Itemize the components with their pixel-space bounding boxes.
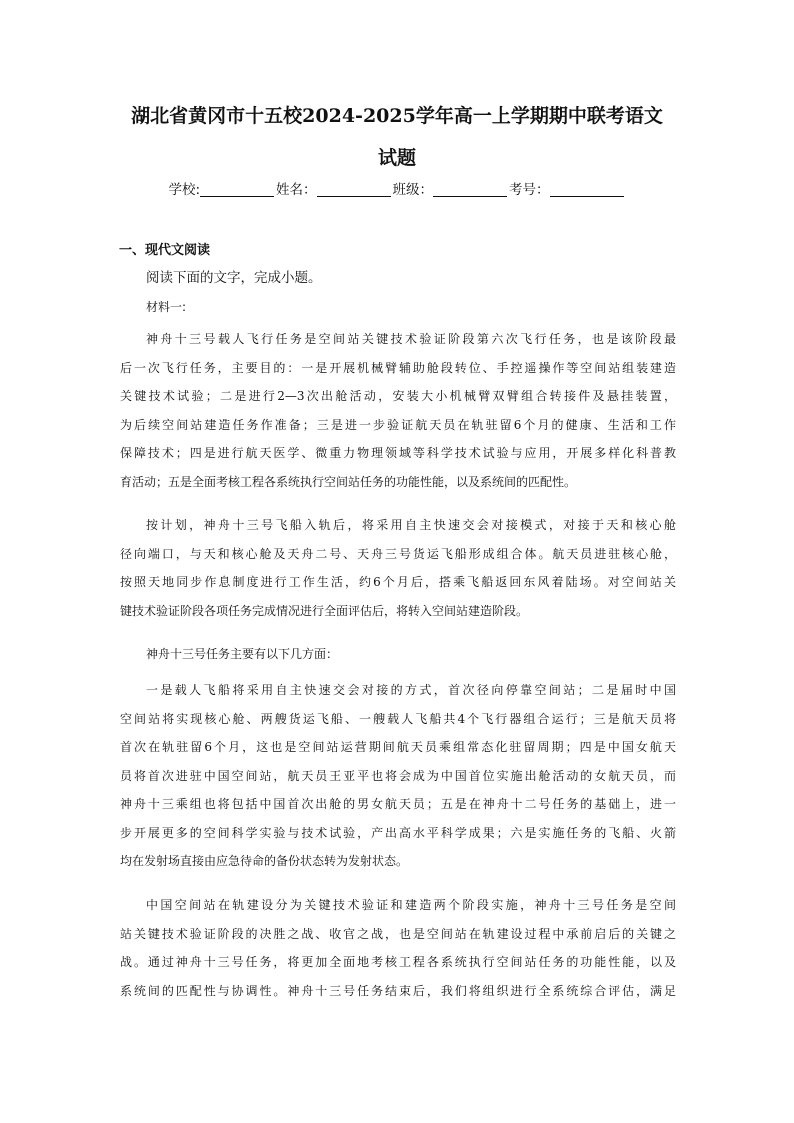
paragraph-line: 员将首次进驻中国空间站，航天员王亚平也将会成为中国首位实施出舱活动的女航天员，而 xyxy=(120,768,676,783)
paragraph-line: 系统间的匹配性与协调性。神舟十三号任务结束后，我们将组织进行全系统综合评估，满足 xyxy=(120,983,676,998)
exam-number-label: 考号： xyxy=(509,182,550,198)
paragraph-line: 神舟十三号载人飞行任务是空间站关键技术验证阶段第六次飞行任务，也是该阶段最 xyxy=(146,332,676,346)
paragraph-line: 步开展更多的空间科学实验与技术试验，产出高水平科学成果；六是实施任务的飞船、火箭 xyxy=(120,825,676,840)
paragraph-line: 均在发射场直接由应急待命的备份状态转为发射状态。 xyxy=(120,854,409,868)
paragraph-1 xyxy=(120,325,676,496)
paragraph-2 xyxy=(120,511,676,625)
class-label: 班级： xyxy=(392,182,434,198)
exam-number-blank xyxy=(550,182,624,197)
school-label: 学校: xyxy=(168,182,201,198)
document-title-line-2: 试题 xyxy=(377,147,416,169)
paragraph-3 xyxy=(120,640,676,669)
school-blank xyxy=(200,182,274,197)
paragraph-line: 径向端口，与天和核心舱及天舟二号、天舟三号货运飞船形成组合体。航天员进驻核心舱， xyxy=(120,546,676,561)
reading-instruction: 阅读下面的文字，完成小题。 xyxy=(146,270,322,286)
class-blank xyxy=(433,182,507,197)
paragraph-line: 关键技术试验；二是进行2—3次出舱活动，安装大小机械臂双臂组合转接件及悬挂装置， xyxy=(120,389,676,403)
paragraph-line: 空间站将实现核心舱、两艘货运飞船、一艘载人飞船共4个飞行器组合运行；三是航天员将 xyxy=(120,711,676,726)
paragraph-line: 站关键技术验证阶段的决胜之战、收官之战，也是空间站在轨建设过程中承前启后的关键之 xyxy=(120,926,676,941)
paragraph-line: 育活动；五是全面考核工程各系统执行空间站任务的功能性能，以及系统间的匹配性。 xyxy=(120,474,577,489)
paragraph-5 xyxy=(120,891,676,1005)
name-label: 姓名： xyxy=(276,182,317,198)
paragraph-line: 神舟十三号任务主要有以下几方面： xyxy=(146,647,339,661)
paragraph-line: 键技术验证阶段各项任务完成情况进行全面评估后，将转入空间站建造阶段。 xyxy=(120,603,529,618)
material-label: 材料一: xyxy=(146,300,187,314)
paragraph-line: 按照天地同步作息制度进行工作生活，约6个月后，搭乘飞船返回东风着陆场。对空间站关 xyxy=(120,575,676,589)
paragraph-4 xyxy=(120,676,676,876)
paragraph-line: 一是载人飞船将采用自主快速交会对接的方式，首次径向停靠空间站；二是届时中国 xyxy=(146,683,676,697)
paragraph-line: 为后续空间站建造任务作准备；三是进一步验证航天员在轨驻留6个月的健康、生活和工作 xyxy=(120,417,676,432)
section-heading: 一、现代文阅读 xyxy=(119,243,211,258)
paragraph-line: 保障技术；四是进行航天医学、微重力物理领域等科学技术试验与应用，开展多样化科普教 xyxy=(120,446,676,460)
paragraph-line: 按计划，神舟十三号飞船入轨后，将采用自主快速交会对接模式，对接于天和核心舱 xyxy=(146,518,676,532)
name-blank xyxy=(317,182,391,197)
paragraph-line: 神舟十三乘组也将包括中国首次出舱的男女航天员；五是在神舟十二号任务的基础上，进一 xyxy=(120,797,676,811)
paragraph-line: 后一次飞行任务，主要目的：一是开展机械臂辅助舱段转位、手控遥操作等空间站组装建造 xyxy=(120,360,676,375)
paragraph-line: 中国空间站在轨建设分为关键技术验证和建造两个阶段实施，神舟十三号任务是空间 xyxy=(146,898,676,912)
student-info-row xyxy=(0,181,794,199)
paragraph-line: 战。通过神舟十三号任务，将更加全面地考核工程各系统执行空间站任务的功能性能，以及 xyxy=(120,955,676,969)
paragraph-line: 首次在轨驻留6个月，这也是空间站运营期间航天员乘组常态化驻留周期；四是中国女航天 xyxy=(120,740,676,754)
document-title-line-1: 湖北省黄冈市十五校2024-2025学年高一上学期期中联考语文 xyxy=(131,105,663,127)
